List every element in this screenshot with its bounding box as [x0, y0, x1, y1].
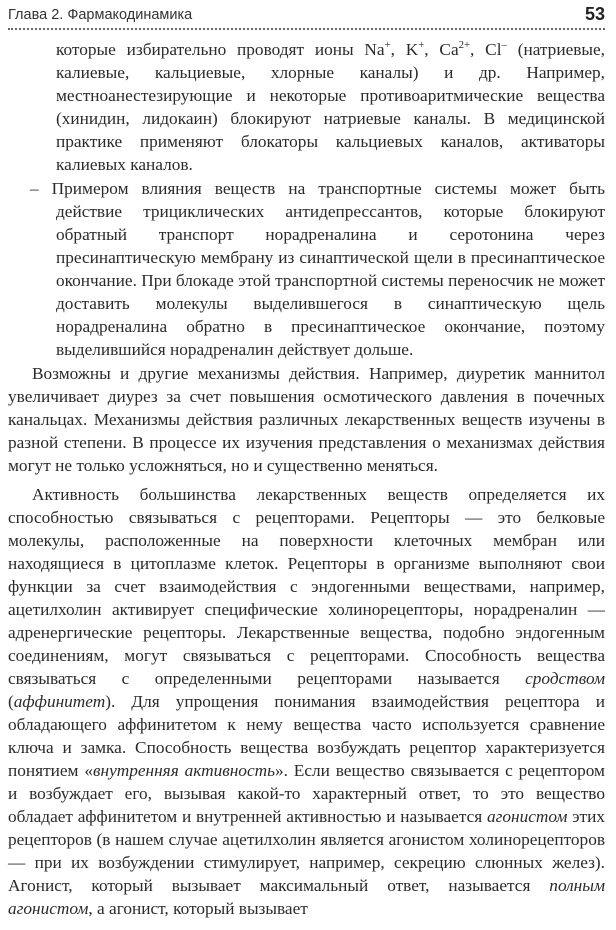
- header-dotted-rule: [8, 28, 605, 30]
- running-header: [8, 0, 605, 26]
- paragraph-other-mechanisms: Возможны и другие механизмы действия. Например, диуретик маннитол увеличивает диурез за счет повышения осмотического давления в почечных канальцах. Механизмы действия различных лекарственных веществ изучены в разной степени. В процессе их изучения представления о механизмах действия могут не только усложняться, но и существенно меняться.: [8, 364, 605, 475]
- body-text: [8, 38, 605, 920]
- paragraph-ion-channels: которые избирательно проводят ионы Na+, K+, $Ca^{2+}$, Cl– (натриевые, калиевые, кальциевые, хлорные каналы) и др. Например, местноанестезирующие и некоторые противоаритмические вещества (хинидин, лидокаин) блокируют натриевые каналы. В медицинской практике применяют блокаторы кальциевых каналов, активаторы калиевых каналов.: [56, 39, 605, 174]
- page-number: 53: [584, 4, 605, 24]
- paragraph-transport-systems: – Примером влияния веществ на транспортные системы может быть действие трициклических антидепрессантов, которые блокируют обратный транспорт норадреналина и серотонина через пресинаптическую мембрану из синаптической щели в пресинаптическое окончание. При блокаде этой транспортной системы переносчик не может доставить молекулы выделившегося в синаптическую щель норадреналина обратно в пресинаптическое окончание, поэтому выделившийся норадреналин действует дольше.: [30, 179, 605, 359]
- chapter-title: Глава 2. Фармакодинамика: [8, 7, 193, 23]
- paragraph-receptors: Активность большинства лекарственных веществ определяется их способностью связываться с рецепторами. Рецепторы — это белковые молекулы, расположенные на поверхности клеточных мембран или находящиеся в цитоплазме клеток. Рецепторы в организме выполняют свои функции за счет взаимодействия с эндогенными веществами, например, ацетилхолин активирует специфические холинорецепторы, норадреналин — адренергические рецепторы. Лекарственные вещества, подобно эндогенным соединениям, могут связываться с рецепторами. Способность вещества связываться с определенными рецепторами называется сродством (аффинитет). Для упрощения понимания взаимодействия рецептора и обладающего аффинитетом к нему вещества часто используется сравнение ключа и замка. Способность вещества возбуждать рецептор характеризуется понятием «внутренняя активность». Если вещество связывается с рецептором и возбуждает его, вызывая какой-то характерный ответ, то это вещество обладает аффинитетом и внутренней активностью и называется агонистом этих рецепторов (в нашем случае ацетилхолин является агонистом холинорецепторов — при их возбуждении стимулирует, например, секрецию слюнных желез). Агонист, который вызывает максимальный ответ, называется полным агонистом, а агонист, который вызывает: [8, 485, 605, 918]
